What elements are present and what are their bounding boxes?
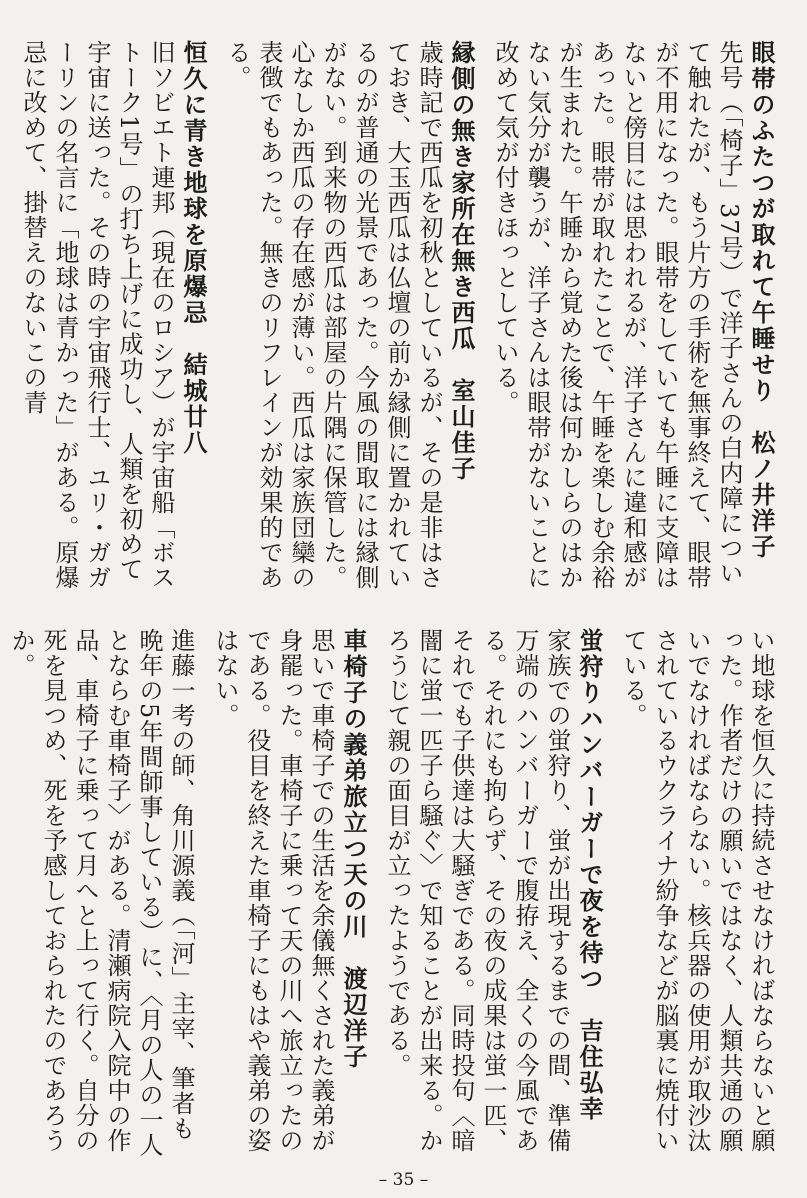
- entry-yuki-continued: [617, 628, 777, 1158]
- upper-tier: [19, 40, 777, 600]
- commentary-text: 思いで車椅子での生活を余儀無くされた義弟が身罷った。車椅子に乗って天の川へ旅立ったのである。役目を終えた車椅子にもはや義弟の姿はない。: [211, 628, 335, 1153]
- haiku-heading: 車椅子の義弟旅立つ天の川 渡辺洋子: [339, 628, 367, 1070]
- entry-watanabe: [209, 628, 369, 1158]
- entry-yuki: [17, 40, 209, 600]
- entry-yoshizumi: [381, 628, 605, 1158]
- entry-watanabe-continued: [5, 628, 197, 1158]
- commentary-text: 歳時記で西瓜を初秋としているが、その是非はさておき、大玉西瓜は仏壇の前か縁側に置かれているのが普通の光景であった。今風の間取には縁側がない。到来物の西瓜は部屋の片隅に保管した。心なしか西瓜の存在感が薄い。西瓜は家族団欒の表徴でもあった。無きのリフレインが効果的である。: [223, 40, 443, 590]
- haiku-heading: 縁側の無き家所在無き西瓜 室山佳子: [447, 40, 475, 482]
- entry-matsunoi: [489, 40, 777, 600]
- page-number: – 35 –: [378, 1170, 429, 1190]
- entry-muroyama: [221, 40, 477, 600]
- haiku-heading: 恒久に青き地球を原爆忌 結城廿八: [179, 40, 207, 456]
- lower-tier: [7, 628, 777, 1158]
- haiku-heading: 眼帯のふたつが取れて午睡せり 松ノ井洋子: [747, 40, 775, 560]
- commentary-text: 旧ソビエト連邦（現在のロシア）が宇宙船「ボストーク1号」の打ち上げに成功し、人類を初めて宇宙に送った。その時の宇宙飛行士、ユリ・ガガーリンの名言に「地球は青かった」がある。原爆忌に改めて、掛替えのないこの青: [19, 40, 175, 590]
- commentary-text: 先号（「椅子」37号）で洋子さんの白内障について触れたが、もう片方の手術を無事終えて、眼帯が不用になった。眼帯をしていても午睡に支障はないと傍目には思われるが、洋子さんに違和感があった。眼帯が取れたことで、午睡を楽しむ余裕が生まれた。午睡から覚めた後は何かしらのはかない気分が襲うが、洋子さんは眼帯がないことに改めて気が付きほっとしている。: [491, 40, 743, 590]
- commentary-text: 家族での蛍狩り、蛍が出現するまでの間、準備万端のハンバーガーで腹拵え、全くの今風である。それにも拘らず、その夜の成果は蛍一匹、それでも子供達は大騒ぎである。同時投句〈暗闇に蛍一匹子ら騒ぐ〉で知ることが出来る。かろうじて親の面目が立ったようである。: [383, 628, 571, 1153]
- commentary-text: い地球を恒久に持続させなければならないと願った。作者だけの願いではなく、人類共通の願いでなければならない。核兵器の使用が取沙汰されているウクライナ紛争などが脳裏に焼付いている。: [619, 628, 775, 1153]
- commentary-text: 進藤一考の師、角川源義（「河」主宰、筆者も晩年の5年間師事している）に、〈月の人の一人とならむ車椅子〉がある。清瀬病院入院中の作品、車椅子に乗って月へと上って行く。自分の死を見つめ、死を予感しておられたのであろうか。: [7, 628, 195, 1158]
- haiku-heading: 蛍狩りハンバーガーで夜を待つ 吉住弘幸: [575, 628, 603, 1122]
